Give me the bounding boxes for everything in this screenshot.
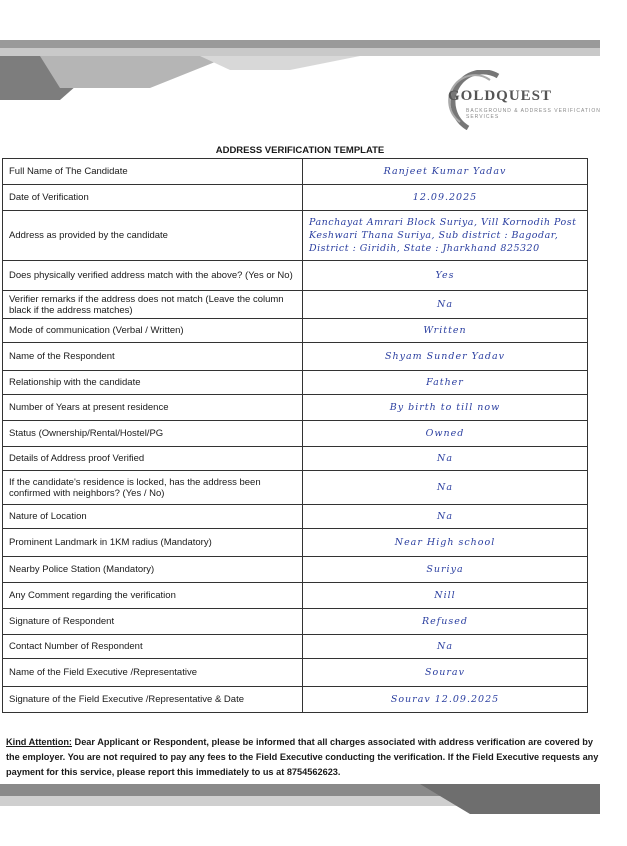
table-row	[3, 343, 588, 371]
table-row	[3, 447, 588, 471]
field-label: Name of the Field Executive /Representative	[3, 659, 303, 687]
logo-tagline: BACKGROUND & ADDRESS VERIFICATION SERVICES	[466, 108, 601, 120]
field-label: Number of Years at present residence	[3, 395, 303, 421]
field-value: Father	[303, 371, 588, 395]
field-value: 12.09.2025	[303, 185, 588, 211]
field-value: Sourav 12.09.2025	[303, 687, 588, 713]
field-label: Mode of communication (Verbal / Written)	[3, 319, 303, 343]
table-row	[3, 211, 588, 261]
table-row	[3, 319, 588, 343]
field-value: Na	[303, 505, 588, 529]
logo-name: GOLDQUEST	[448, 88, 553, 104]
table-row	[3, 687, 588, 713]
field-value: Nill	[303, 583, 588, 609]
field-value: Yes	[303, 261, 588, 291]
field-label: Prominent Landmark in 1KM radius (Mandatory)	[3, 529, 303, 557]
verification-table	[2, 158, 588, 713]
field-label: Name of the Respondent	[3, 343, 303, 371]
field-value: Sourav	[303, 659, 588, 687]
kind-attention-notice	[6, 735, 606, 780]
table-row	[3, 609, 588, 635]
field-value: Suriya	[303, 557, 588, 583]
field-label: Full Name of The Candidate	[3, 159, 303, 185]
field-label: Does physically verified address match with the above? (Yes or No)	[3, 261, 303, 291]
field-label: Any Comment regarding the verification	[3, 583, 303, 609]
table-row	[3, 261, 588, 291]
table-row	[3, 159, 588, 185]
field-label: Address as provided by the candidate	[3, 211, 303, 261]
field-value: Na	[303, 471, 588, 505]
table-row	[3, 471, 588, 505]
field-value: Refused	[303, 609, 588, 635]
field-label: Contact Number of Respondent	[3, 635, 303, 659]
field-value: Shyam Sunder Yadav	[303, 343, 588, 371]
document-title: ADDRESS VERIFICATION TEMPLATE	[215, 145, 385, 156]
table-row	[3, 659, 588, 687]
footer-banner	[0, 784, 600, 814]
table-row	[3, 421, 588, 447]
field-label: Nearby Police Station (Mandatory)	[3, 557, 303, 583]
table-row	[3, 291, 588, 319]
table-row	[3, 557, 588, 583]
field-label: Verifier remarks if the address does not match (Leave the column black if the address matches)	[3, 291, 303, 319]
notice-heading: Kind Attention:	[6, 737, 72, 747]
table-row	[3, 505, 588, 529]
field-label: Status (Ownership/Rental/Hostel/PG	[3, 421, 303, 447]
field-label: If the candidate's residence is locked, has the address been confirmed with neighbors? (Yes / No)	[3, 471, 303, 505]
field-label: Signature of the Field Executive /Representative & Date	[3, 687, 303, 713]
field-value: Panchayat Amrari Block Suriya, Vill Kornodih Post Keshwari Thana Suriya, Sub district : Bagodar, District : Giridih, State : Jharkhand 825320	[303, 211, 588, 261]
table-row	[3, 185, 588, 211]
field-label: Nature of Location	[3, 505, 303, 529]
field-value: Na	[303, 291, 588, 319]
field-value: By birth to till now	[303, 395, 588, 421]
notice-text: Dear Applicant or Respondent, please be informed that all charges associated with address verification are covered by the employer. You are not required to pay any fees to the Field Executive conducting the verification. If the Field Executive requests any payment for this service, please report this immediately to us at 8754562623.	[6, 737, 599, 777]
table-row	[3, 371, 588, 395]
field-value: Na	[303, 447, 588, 471]
table-row	[3, 395, 588, 421]
field-label: Relationship with the candidate	[3, 371, 303, 395]
field-label: Date of Verification	[3, 185, 303, 211]
field-value: Written	[303, 319, 588, 343]
field-label: Details of Address proof Verified	[3, 447, 303, 471]
table-row	[3, 583, 588, 609]
table-row	[3, 529, 588, 557]
field-value: Near High school	[303, 529, 588, 557]
field-value: Owned	[303, 421, 588, 447]
field-value: Ranjeet Kumar Yadav	[303, 159, 588, 185]
table-row	[3, 635, 588, 659]
field-value: Na	[303, 635, 588, 659]
field-label: Signature of Respondent	[3, 609, 303, 635]
